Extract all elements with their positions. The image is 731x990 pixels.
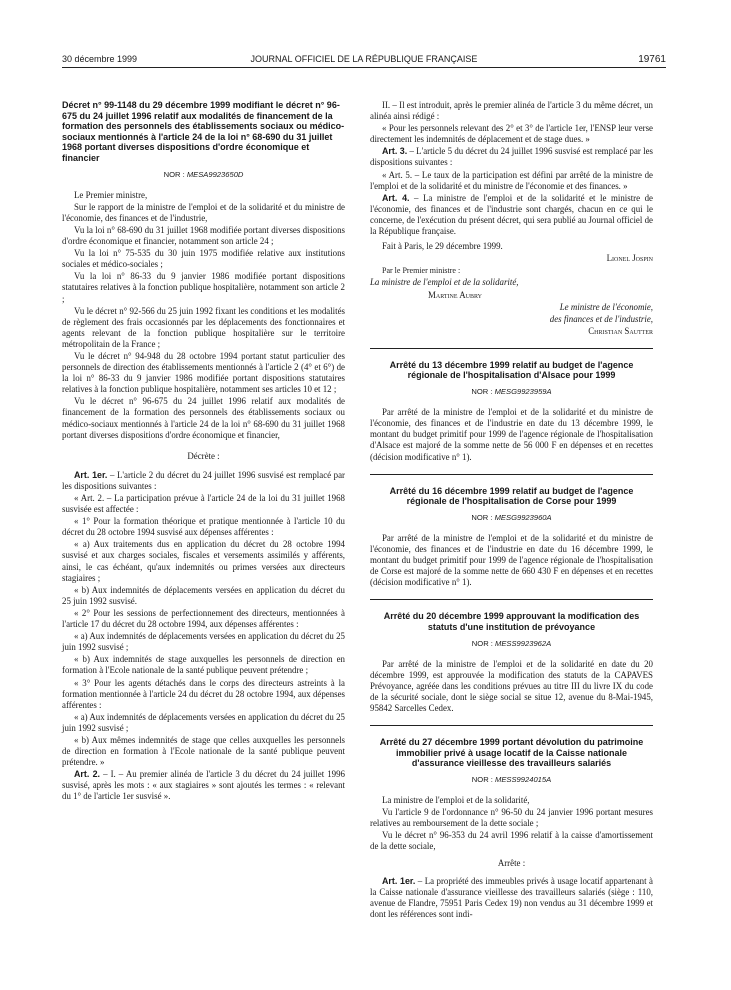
header-page-number: 19761: [638, 54, 666, 65]
header-rule: [62, 67, 666, 68]
nor-code: MESA9923650D: [186, 169, 244, 179]
decree-visas: [62, 190, 345, 441]
section-separator: [370, 474, 653, 475]
arrete-paragraph: Par arrêté de la ministre de l'emploi et de la solidarité et du ministre de l'économie, des finances et de l'industrie en date du 16 décembre 1999, le montant du budget primitif pour 1999 de l'agence régionale de l'hospitalisation de Corse est majoré de la somme nette de 660 430 F en dépenses et en recettes (décision modificative n° 1).: [370, 532, 653, 588]
arrete-nor: [370, 386, 653, 397]
continuation-paragraph: II. – Il est introduit, après le premier alinéa de l'article 3 du même décret, un alinéa ainsi rédigé :: [370, 100, 653, 122]
by-prime-minister: Par le Premier ministre :: [382, 266, 461, 276]
nor-label: NOR :: [471, 387, 493, 397]
header-journal-title: JOURNAL OFFICIEL DE LA RÉPUBLIQUE FRANÇAISE: [250, 54, 478, 64]
visa-paragraph: Vu la loi n° 68-690 du 31 juillet 1968 modifiée portant diverses dispositions d'ordre économique et financier, notamment son article 24 ;: [62, 224, 345, 247]
arrete-nor: [370, 512, 653, 523]
arrete-title: Arrêté du 27 décembre 1999 portant dévolution du patrimoine immobilier privé à usage locatif de la Caisse nationale d'assurance vieillesse des travailleurs salariés: [379, 737, 644, 769]
provision-paragraph: « b) Aux indemnités de stage auxquelles les personnels de direction en formation à l'Ecole nationale de la santé publique peuvent prétendre ;: [62, 654, 345, 676]
left-column: [62, 100, 345, 804]
nor-code: MESG9923960A: [494, 512, 552, 522]
provision-paragraph: « 3° Pour les agents détachés dans le corps des directeurs astreints à la formation mentionnée à l'article 24 du décret du 28 octobre 1994, aux dépenses afférentes :: [62, 677, 345, 710]
nor-code: MESS9923962A: [495, 638, 552, 648]
article-1: [62, 470, 345, 492]
provision-paragraph: « b) Aux mêmes indemnités de stage que celles auxquelles les personnels de direction en formation à l'Ecole nationale de la santé publique peuvent prétendre. »: [62, 734, 345, 768]
continuation-paragraph: « Pour les personnels relevant des 2° et 3° de l'article 1er, l'ENSP leur verse directement les indemnités de déplacement et de stage dues. »: [370, 123, 653, 145]
visa-paragraph: Vu la loi n° 75-535 du 30 juin 1975 modifiée relative aux institutions sociales et médico-sociales ;: [62, 248, 345, 270]
arretes-list: [370, 348, 653, 853]
decree-nor: [62, 169, 345, 180]
signature-sautter: Christian Sautter: [588, 325, 653, 336]
arrete-nor: [370, 638, 653, 649]
final-article-1-label: Art. 1er.: [382, 875, 416, 886]
visa-paragraph: Vu le décret n° 92-566 du 25 juin 1992 fixant les conditions et les modalités de règlement des frais occasionnés par les déplacements des fonctionnaires et agents relevant de la fonction publique hospitalière sur le territoire métropolitain de la France ;: [62, 305, 345, 349]
visa-paragraph: Vu la loi n° 86-33 du 9 janvier 1986 modifiée portant dispositions statutaires relatives à la fonction publique hospitalière, notamment son article 2 ;: [62, 271, 345, 304]
page-header: [62, 54, 666, 68]
article-3-label: Art. 3.: [382, 146, 408, 157]
minister-employment: La ministre de l'emploi et de la solidarité,: [370, 277, 519, 288]
article-2-text: – I. – Au premier alinéa de l'article 3 du décret du 24 juillet 1996 susvisé, après les mots : « aux stagiaires » sont ajoutés les termes : « relevant du 1° de l'article 1er susvisé ».: [62, 769, 345, 802]
provision-paragraph: « a) Aux indemnités de déplacements versées en application du décret du 25 juin 1992 susvisé ;: [62, 711, 345, 733]
visa-paragraph: Vu le décret n° 96-675 du 24 juillet 1996 relatif aux modalités de financement de la formation des personnels des établissements sociaux ou médico-sociaux mentionnés à l'article 24 de la loi n° 68-690 du 31 juillet 1968 portant diverses dispositions d'ordre économique et financier,: [62, 396, 345, 440]
article-4-text: – La ministre de l'emploi et de la solidarité et le ministre de l'économie, des finances et de l'industrie sont chargés, chacun en ce qui le concerne, de l'exécution du présent décret, qui sera publié au Journal officiel de la République française.: [370, 192, 653, 237]
article-4: [370, 193, 653, 237]
section-separator: [370, 725, 653, 726]
article-2-label: Art. 2.: [74, 769, 100, 780]
arrete-title: Arrêté du 20 décembre 1999 approuvant la modification des statuts d'une institution de prévoyance: [383, 611, 640, 632]
nor-label: NOR :: [163, 169, 185, 179]
provision-paragraph: « a) Aux traitements dus en application du décret du 28 octobre 1994 susvisé et aux charges sociales, fiscales et versements assimilés y afférents, ainsi, le cas échéant, qu'aux indemnités ou primes versées aux directeurs stagiaires ;: [62, 539, 345, 583]
visa-paragraph: Vu le décret n° 94-948 du 28 octobre 1994 portant statut particulier des personnels de direction des établissements mentionnés à l'article 2 (4° et 6°) de la loi n° 86-33 du 9 janvier 1986 modifiée portant dispositions statutaires relatives à la fonction publique hospitalière, notamment ses articles 10 et 12 ;: [62, 350, 345, 395]
provision-paragraph: « a) Aux indemnités de déplacements versées en application du décret du 25 juin 1992 susvisé ;: [62, 631, 345, 653]
arrete-paragraph: Vu le décret n° 96-353 du 24 avril 1996 relatif à la caisse d'amortissement de la dette sociale,: [370, 830, 653, 852]
section-separator: [370, 599, 653, 600]
article-2: [62, 769, 345, 802]
header-date: 30 décembre 1999: [62, 54, 138, 64]
arrete-nor: [370, 774, 653, 785]
provision-paragraph: « Art. 2. – La participation prévue à l'article 24 de la loi du 31 juillet 1968 susvisée est affectée :: [62, 493, 345, 515]
arrete-title: Arrêté du 13 décembre 1999 relatif au budget de l'agence régionale de l'hospitalisation d'Alsace pour 1999: [389, 359, 634, 381]
final-article-1: [370, 876, 653, 920]
visa-paragraph: Le Premier ministre,: [74, 189, 148, 200]
arrete-paragraph: La ministre de l'emploi et de la solidarité,: [382, 795, 530, 805]
provision-paragraph: « 2° Pour les sessions de perfectionnement des directeurs, mentionnées à l'article 17 du décret du 28 octobre 1994, aux dépenses afférentes :: [62, 607, 345, 630]
visa-paragraph: Sur le rapport de la ministre de l'emploi et de la solidarité et du ministre de l'économie, des finances et de l'industrie,: [62, 201, 345, 223]
minister-economy-line1: Le ministre de l'économie,: [559, 301, 653, 312]
article-3: [370, 146, 653, 168]
article-1-provisions: [62, 493, 345, 768]
article-1-text: – L'article 2 du décret du 24 juillet 1996 susvisé est remplacé par les dispositions suivantes :: [62, 469, 345, 491]
article-3-quote: « Art. 5. – Le taux de la participation est défini par arrêté de la ministre de l'emploi et de la solidarité et du ministre de l'économie et des finances. »: [370, 169, 653, 191]
arrete-paragraph: Vu l'article 9 de l'ordonnance n° 96-50 du 24 janvier 1996 portant mesures relatives au remboursement de la dette sociale ;: [370, 807, 653, 829]
nor-label: NOR :: [471, 512, 493, 522]
provision-paragraph: « 1° Pour la formation théorique et pratique mentionnée à l'article 10 du décret du 28 octobre 1994 susvisé aux dépenses afférentes :: [62, 516, 345, 538]
article-4-label: Art. 4.: [382, 192, 410, 203]
article-3-text: – L'article 5 du décret du 24 juillet 1996 susvisé est remplacé par les dispositions suivantes :: [370, 146, 653, 168]
nor-label: NOR :: [471, 638, 493, 648]
right-column: [370, 100, 653, 921]
nor-code: MESS9924015A: [495, 774, 552, 784]
provision-paragraph: « b) Aux indemnités de déplacements versées en application du décret du 25 juin 1992 susvisé.: [62, 584, 345, 606]
done-at-paris: Fait à Paris, le 29 décembre 1999.: [382, 241, 503, 252]
signature-prime-minister: Lionel Jospin: [606, 253, 653, 264]
signature-aubry: Martine Aubry: [428, 289, 483, 300]
arrete-heading: Arrête :: [497, 858, 526, 869]
article-1-label: Art. 1er.: [74, 469, 108, 480]
minister-economy-line2: des finances et de l'industrie,: [549, 313, 653, 324]
article-2-continuation: [370, 100, 653, 145]
decrete-heading: Décrète :: [187, 450, 220, 461]
arrete-paragraph: Par arrêté de la ministre de l'emploi et de la solidarité en date du 20 décembre 1999, est approuvée la modification des statuts de la CAPAVES Prévoyance, agréée dans les conditions prévues au titre III du livre IX du code de la sécurité sociale, dont le siège social se situe 12, avenue du 8-Mai-1945, 95842 Sarcelles Cedex.: [370, 658, 653, 714]
decree-title: Décret n° 99-1148 du 29 décembre 1999 modifiant le décret n° 96-675 du 24 juillet 1996 relatif aux modalités de financement de la formation des personnels des établissements sociaux ou médico-sociaux mentionnés à l'article 24 de la loi n° 68-690 du 31 juillet 1968 portant diverses dispositions d'ordre économique et financier: [62, 100, 345, 163]
nor-label: NOR :: [471, 774, 493, 784]
arrete-paragraph: Par arrêté de la ministre de l'emploi et de la solidarité et du ministre de l'économie, des finances et de l'industrie en date du 13 décembre 1999, le montant du budget primitif pour 1999 de l'agence régionale de l'hospitalisation d'Alsace est majoré de la somme nette de 56 000 F en dépenses et en recettes (décision modificative n° 1).: [370, 407, 653, 462]
arrete-title: Arrêté du 16 décembre 1999 relatif au budget de l'agence régionale de l'hospitalisation de Corse pour 1999: [389, 485, 634, 507]
final-article-1-text: – La propriété des immeubles privés à usage locatif appartenant à la Caisse nationale d'assurance vieillesse des travailleurs salariés (siège : 110, avenue de Flandre, 75951 Paris Cedex 19) non vendus au 31 décembre 1999 et dont les références sont indi-: [370, 875, 653, 919]
section-separator: [370, 348, 653, 349]
nor-code: MESG9923959A: [494, 387, 552, 397]
